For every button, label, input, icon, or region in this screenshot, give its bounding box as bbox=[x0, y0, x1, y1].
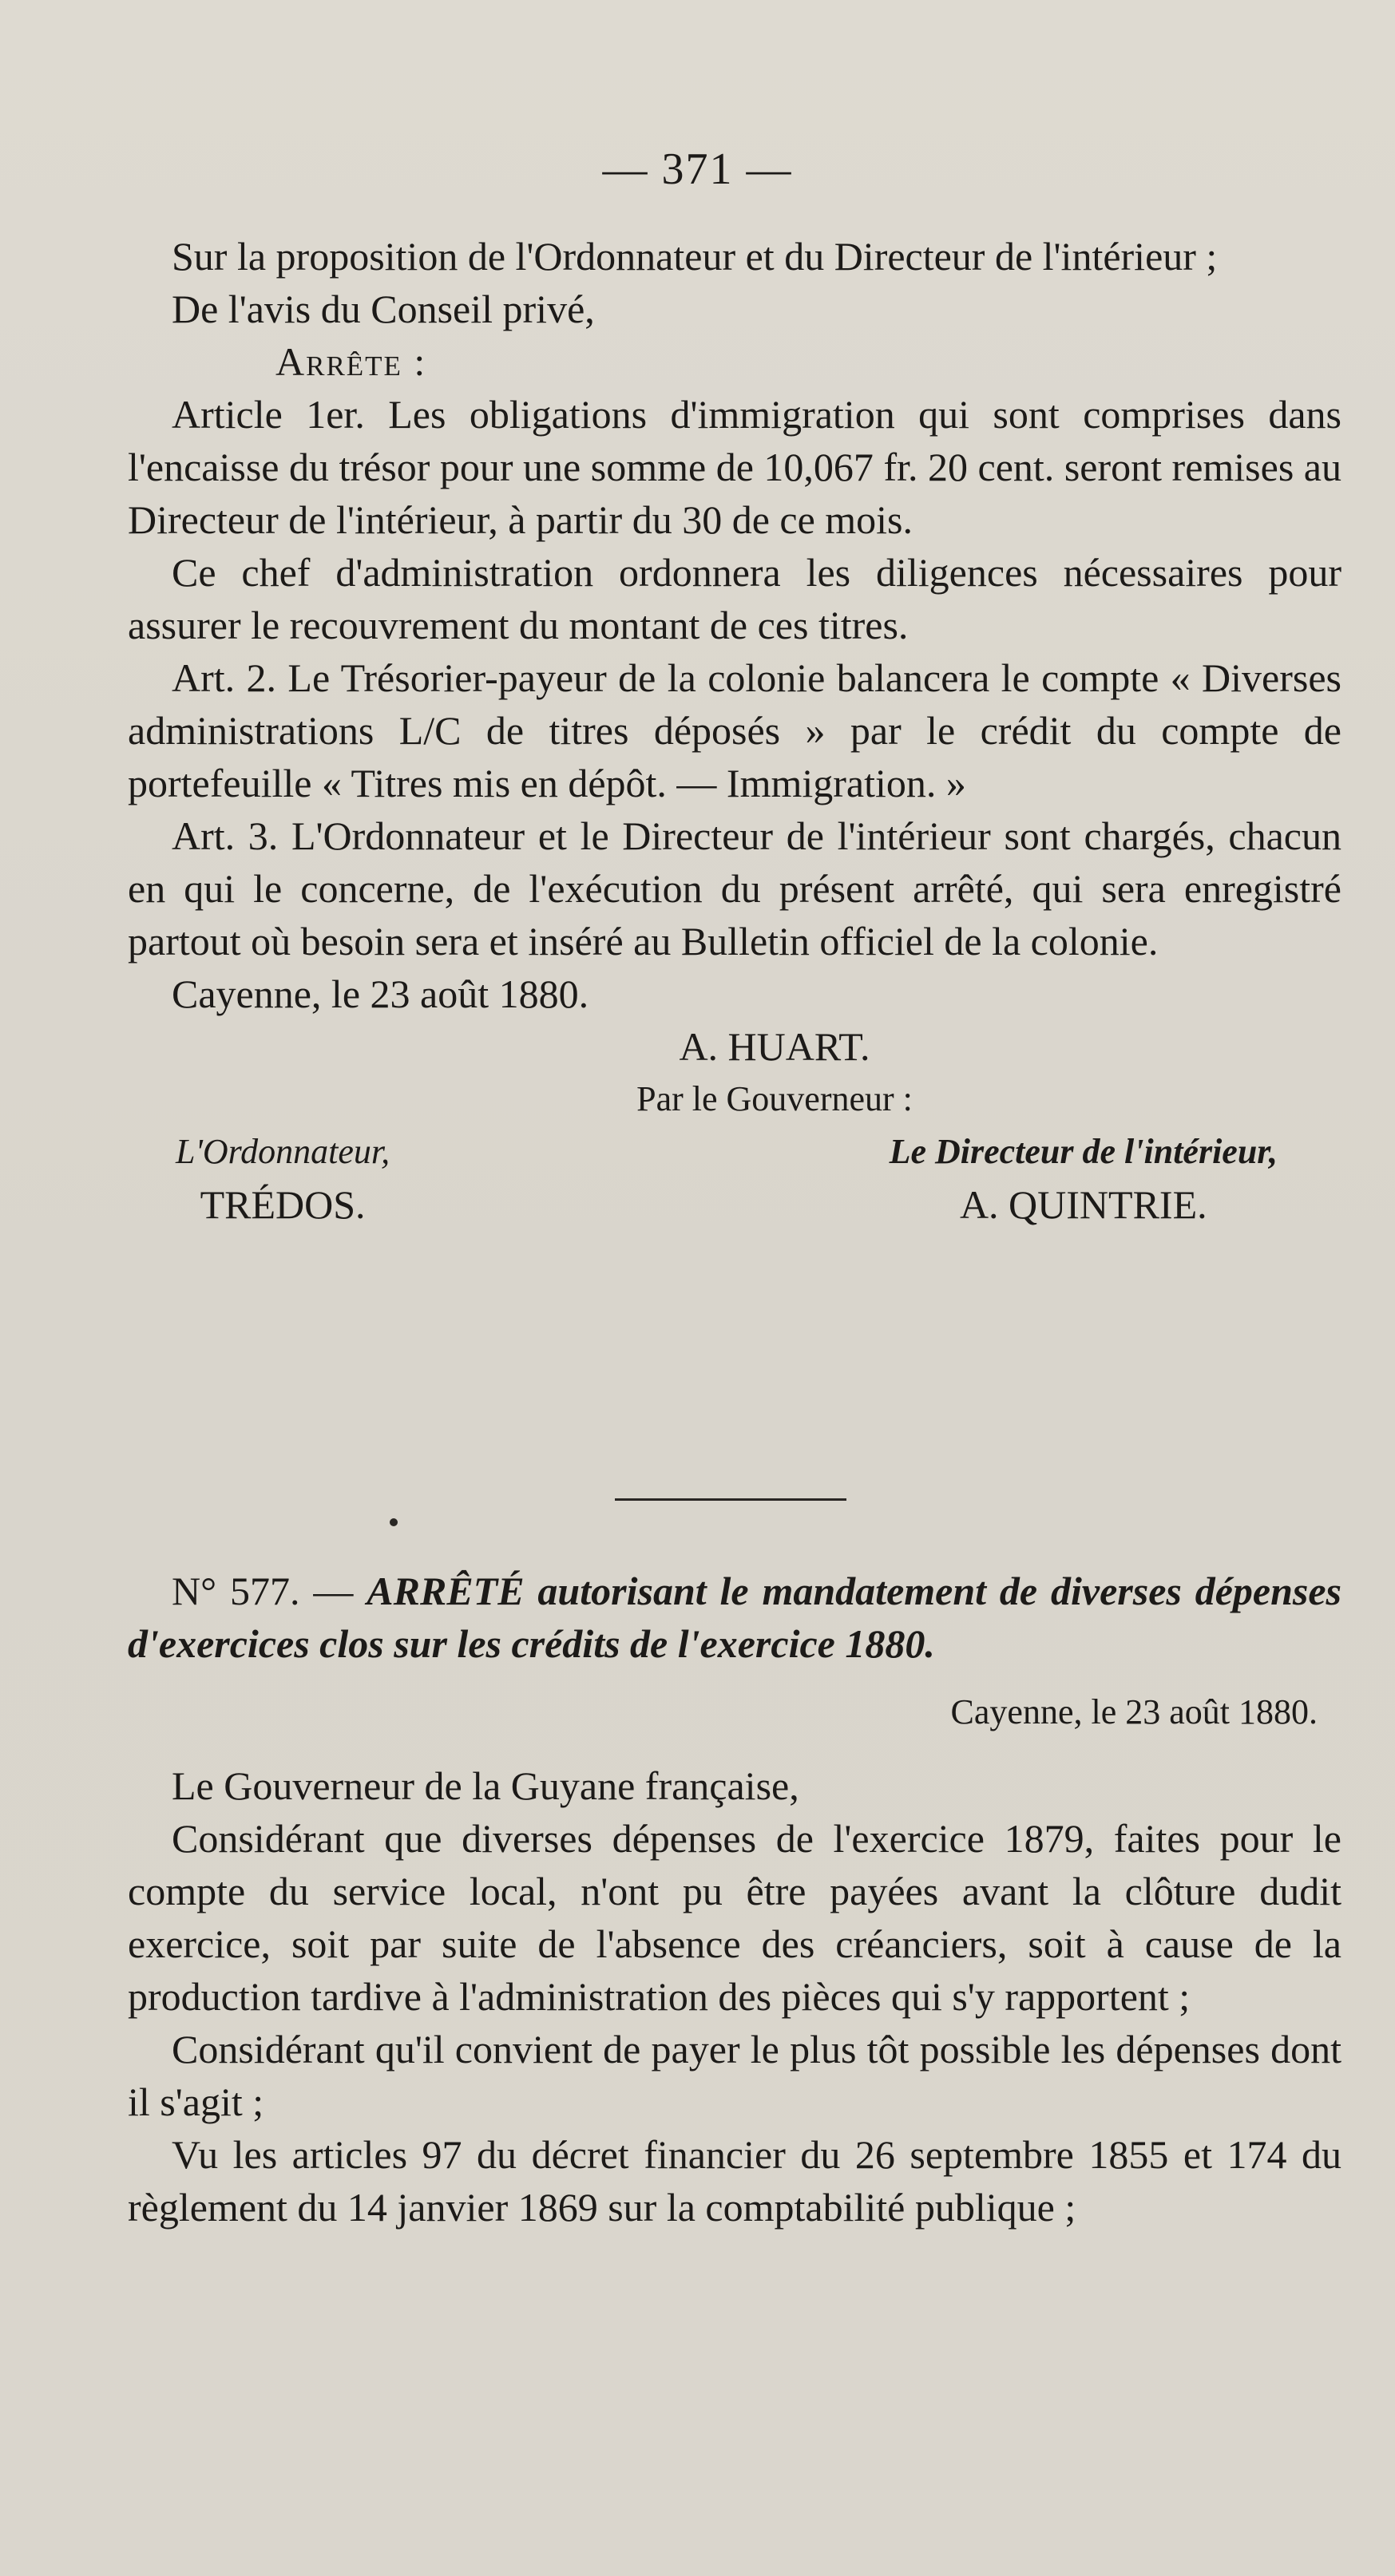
par-le-gouverneur: Par le Gouverneur : bbox=[636, 1079, 913, 1118]
gouverneur-heading: Le Gouverneur de la Guyane française, bbox=[172, 1763, 799, 1808]
paragraph-avis: De l'avis du Conseil privé, bbox=[172, 287, 595, 331]
decree-577 bbox=[128, 1565, 1341, 2234]
arrete-heading: Arrête : bbox=[275, 339, 427, 384]
decree-continuation bbox=[128, 230, 1341, 1231]
decree-title-text: ARRÊTÉ autorisant le mandatement de diverses dépenses d'exercices clos sur les crédits de l'exercice 1880. bbox=[128, 1569, 1342, 1666]
paragraph-proposition: Sur la proposition de l'Ordonnateur et du Directeur de l'intérieur ; bbox=[172, 234, 1218, 279]
considerant-1: Considérant que diverses dépenses de l'exercice 1879, faites pour le compte du service local, n'ont pu être payées avant la clôture dudit exercice, soit par suite de l'absence des créanciers, soit à cause de la production tardive à l'administration des pièces qui s'y rapportent ; bbox=[128, 1816, 1341, 2019]
countersignatures bbox=[128, 1126, 1341, 1231]
article-2: Art. 2. Le Trésorier-payeur de la colonie balancera le compte « Diverses administrations L/C de titres déposés » par le crédit du compte de portefeuille « Titres mis en dépôt. — Immigration. » bbox=[128, 655, 1341, 805]
governor-signature: A. HUART. bbox=[679, 1024, 870, 1069]
decree-title bbox=[128, 1565, 1341, 1670]
directeur-block bbox=[890, 1126, 1278, 1231]
article-1-continued: Ce chef d'administration ordonnera les diligences nécessaires pour assurer le recouvrement du montant de ces titres. bbox=[128, 550, 1341, 647]
directeur-name: A. QUINTRIE. bbox=[959, 1182, 1207, 1227]
ordonnateur-block bbox=[176, 1126, 390, 1231]
place-date: Cayenne, le 23 août 1880. bbox=[172, 971, 589, 1016]
ink-dot bbox=[390, 1518, 398, 1526]
ordonnateur-name: TRÉDOS. bbox=[200, 1182, 366, 1227]
considerant-2: Considérant qu'il convient de payer le plus tôt possible les dépenses dont il s'agit ; bbox=[128, 2027, 1341, 2124]
article-1: Article 1er. Les obligations d'immigration qui sont comprises dans l'encaisse du trésor pour une somme de 10,067 fr. 20 cent. seront remises au Directeur de l'intérieur, à partir du 30 de ce mois. bbox=[128, 392, 1341, 542]
directeur-title: Le Directeur de l'intérieur, bbox=[889, 1132, 1278, 1171]
vu-articles: Vu les articles 97 du décret financier du 26 septembre 1855 et 174 du règlement du 14 janvier 1869 sur la comptabilité publique ; bbox=[128, 2132, 1341, 2230]
article-3: Art. 3. L'Ordonnateur et le Directeur de l'intérieur sont chargés, chacun en qui le concerne, de l'exécution du présent arrêté, qui sera enregistré partout où besoin sera et inséré au Bulletin officiel de la colonie. bbox=[128, 813, 1341, 964]
section-divider bbox=[615, 1498, 846, 1501]
decree-number: N° 577. — bbox=[172, 1569, 354, 1613]
decree-dateline: Cayenne, le 23 août 1880. bbox=[950, 1692, 1318, 1731]
page-number: — 371 — bbox=[602, 144, 793, 194]
ordonnateur-title: L'Ordonnateur, bbox=[176, 1132, 390, 1171]
